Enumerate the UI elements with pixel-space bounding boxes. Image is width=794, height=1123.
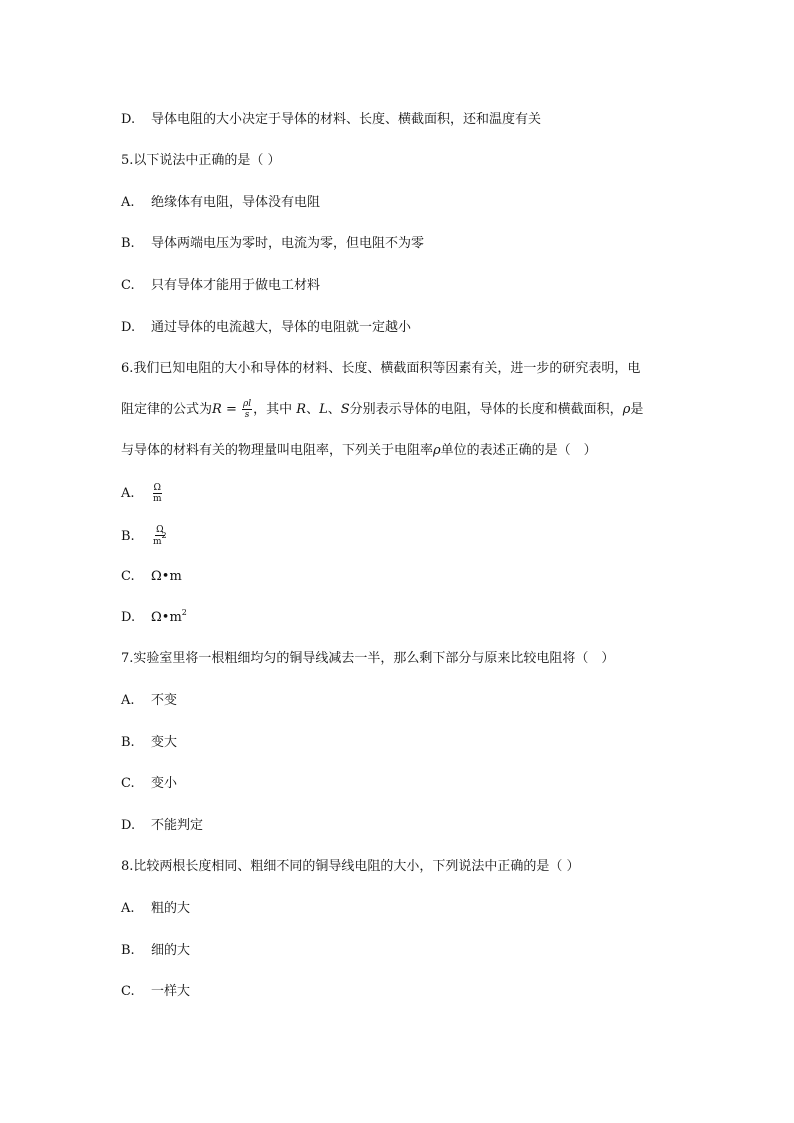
q5-option-a: [121, 193, 320, 213]
separator: 、: [306, 402, 320, 417]
option-text: Ω•m: [151, 610, 182, 625]
q7-option-a: [121, 691, 177, 711]
rho-symbol: ρ: [433, 443, 441, 458]
q6-stem-line2: [121, 399, 643, 420]
q6-option-c: [121, 567, 182, 587]
option-label: D.: [121, 112, 136, 127]
stem-text: 阻定律的公式为: [121, 402, 213, 417]
var-s: S: [340, 402, 350, 417]
stem-text: 分别表示导体的电阻，导体的长度和横截面积，: [349, 402, 623, 417]
option-text: 粗的大: [151, 901, 191, 916]
option-text: 导体电阻的大小决定于导体的材料、长度、横截面积，还和温度有关: [151, 112, 542, 127]
q5-option-b: [121, 234, 424, 254]
fraction-numerator: Ω: [153, 483, 161, 493]
q4-option-d: [121, 110, 541, 130]
option-text: 通过导体的电流越大，导体的电阻就一定越小: [151, 320, 412, 335]
option-text: 变大: [151, 735, 178, 750]
denominator-base: m: [153, 537, 162, 547]
option-label: B.: [121, 528, 135, 544]
separator: 、: [327, 402, 341, 417]
option-text: 不变: [151, 693, 178, 708]
stem-text: 单位的表述正确的是（ ）: [440, 443, 597, 458]
option-text: 变小: [151, 776, 178, 791]
option-label: C.: [121, 278, 135, 293]
q5-option-d: [121, 318, 411, 338]
option-label: A.: [121, 486, 135, 501]
option-label: B.: [121, 943, 135, 958]
option-text: 细的大: [151, 943, 191, 958]
option-label: C.: [121, 569, 135, 584]
q6-option-a: [121, 483, 164, 504]
q7-stem: 7.实验室里将一根粗细均匀的铜导线减去一半，那么剩下部分与原来比较电阻将（ ）: [121, 651, 615, 666]
option-label: D.: [121, 818, 136, 833]
formula-denominator: s: [244, 410, 250, 420]
option-label: A.: [121, 693, 135, 708]
rho-symbol: ρ: [622, 402, 631, 417]
formula-numerator: ρl: [242, 399, 252, 409]
fraction-numerator: Ω: [156, 525, 164, 535]
option-label: B.: [121, 735, 135, 750]
option-label: A.: [121, 195, 135, 210]
q5-stem: 5.以下说法中正确的是（ ）: [121, 153, 281, 168]
option-label: B.: [121, 236, 135, 251]
stem-text: 与导体的材料有关的物理量叫电阻率，下列关于电阻率: [121, 443, 434, 458]
option-text: 绝缘体有电阻，导体没有电阻: [151, 195, 321, 210]
option-fraction: [152, 483, 163, 504]
denominator-exponent: 2: [161, 531, 167, 540]
option-text: 一样大: [151, 984, 191, 999]
option-fraction: [152, 525, 168, 547]
q6-option-b: [121, 525, 169, 547]
var-r: R: [296, 402, 307, 417]
option-text: 只有导体才能用于做电工材料: [151, 278, 321, 293]
option-label: A.: [121, 901, 135, 916]
q8-option-b: [121, 941, 190, 961]
q8-stem: 8.比较两根长度相同、粗细不同的铜导线电阻的大小，下列说法中正确的是（ ）: [121, 859, 580, 874]
formula-fraction: [242, 399, 252, 420]
stem-text: ，其中: [253, 402, 297, 417]
q8-option-a: [121, 899, 190, 919]
q7-option-c: [121, 774, 177, 794]
option-text: 不能判定: [151, 818, 204, 833]
q6-option-d: [121, 608, 187, 628]
q7-option-b: [121, 733, 177, 753]
option-label: C.: [121, 776, 135, 791]
q5-option-c: [121, 276, 320, 296]
q6-stem-line1: 6.我们已知电阻的大小和导体的材料、长度、横截面积等因素有关，进一步的研究表明，电: [121, 361, 641, 376]
q8-option-c: [121, 982, 190, 1002]
formula-lhs: R: [212, 402, 222, 417]
fraction-denominator: m: [153, 494, 162, 504]
option-label: D.: [121, 320, 136, 335]
stem-text: 是: [630, 402, 644, 417]
var-l: L: [319, 402, 328, 417]
option-label: D.: [121, 610, 136, 625]
q7-option-d: [121, 816, 203, 836]
fraction-denominator: [152, 531, 168, 547]
q6-stem-line3: [121, 441, 597, 461]
option-text: Ω•m: [151, 569, 182, 584]
formula-eq: =: [221, 402, 241, 417]
option-exponent: 2: [181, 608, 187, 617]
option-text: 导体两端电压为零时，电流为零，但电阻不为零: [151, 236, 425, 251]
option-label: C.: [121, 984, 135, 999]
